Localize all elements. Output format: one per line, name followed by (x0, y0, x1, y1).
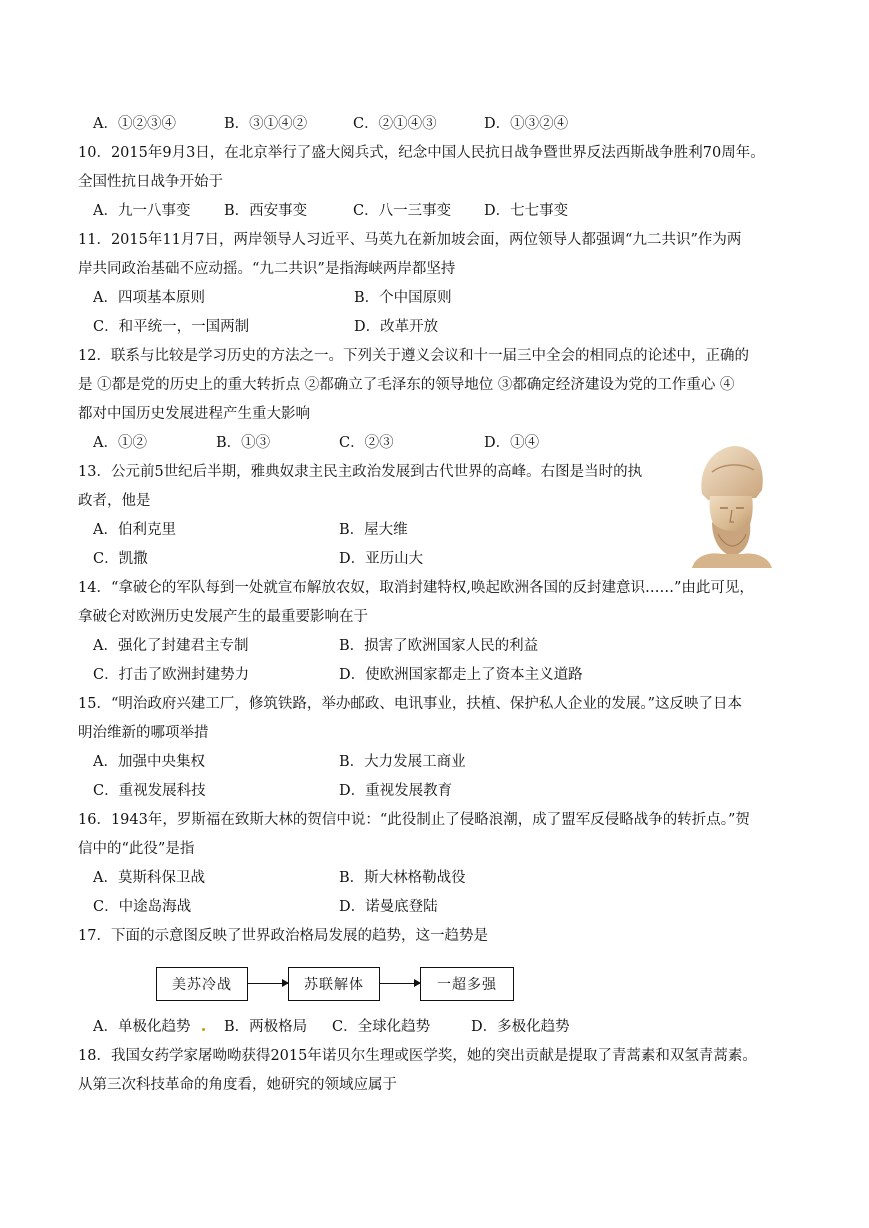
q15-option-a: A．加强中央集权 (93, 754, 205, 770)
q12-option-d: D．①④ (484, 435, 540, 451)
q14-option-a: A．强化了封建君主专制 (93, 638, 249, 654)
diagram-arrow-2 (380, 983, 420, 984)
q17-option-d: D．多极化趋势 (471, 1019, 570, 1035)
q10-stem-line1: 10．2015年9月3日，在北京举行了盛大阅兵式，纪念中国人民抗日战争暨世界反法西斯战争胜利70周年。 (78, 145, 765, 161)
q14-stem-line2: 拿破仑对欧洲历史发展产生的最重要影响在于 (78, 609, 368, 625)
q11-option-b: B．个中国原则 (354, 290, 452, 306)
q10-stem-line2: 全国性抗日战争开始于 (78, 174, 223, 190)
q9-option-a: A．①②③④ (93, 116, 176, 132)
q11-stem-line1: 11．2015年11月7日，两岸领导人习近平、马英九在新加坡会面，两位领导人都强调“九二共识”作为两 (78, 232, 742, 248)
q14-stem-line1: 14．“拿破仑的军队每到一处就宣布解放农奴，取消封建特权,唤起欧洲各国的反封建意识……”由此可见， (78, 580, 754, 596)
political-trend-diagram (156, 967, 516, 1007)
q11-option-a: A．四项基本原则 (93, 290, 205, 306)
q9-option-c: C．②①④③ (353, 116, 437, 132)
q16-option-b: B．斯大林格勒战役 (339, 870, 466, 886)
q16-stem-line1: 16．1943年，罗斯福在致斯大林的贺信中说：“此役制止了侵略浪潮，成了盟军反侵略战争的转折点。”贺 (78, 812, 750, 828)
q16-option-d: D．诺曼底登陆 (339, 899, 438, 915)
pericles-bust-image (682, 442, 777, 568)
q15-stem-line1: 15．“明治政府兴建工厂，修筑铁路，举办邮政、电讯事业，扶植、保护私人企业的发展。”这反映了日本 (78, 696, 743, 712)
q14-option-c: C．打击了欧洲封建势力 (93, 667, 250, 683)
q18-stem-line2: 从第三次科技革命的角度看，她研究的领域应属于 (78, 1077, 397, 1093)
q15-option-d: D．重视发展教育 (339, 783, 453, 799)
q15-option-c: C．重视发展科技 (93, 783, 206, 799)
q11-option-d: D．改革开放 (354, 319, 439, 335)
q15-stem-line2: 明治维新的哪项举措 (78, 725, 209, 741)
diagram-box-ussr-collapse: 苏联解体 (288, 967, 380, 1001)
q12-stem-line2: 是 ①都是党的历史上的重大转折点 ②都确立了毛泽东的领导地位 ③都确定经济建设为党的工作重心 ④ (78, 377, 735, 393)
q13-option-d: D．亚历山大 (339, 551, 424, 567)
q13-option-b: B．屋大维 (339, 522, 408, 538)
q12-option-a: A．①② (93, 435, 147, 451)
q10-option-a: A．九一八事变 (93, 203, 191, 219)
q15-option-b: B．大力发展工商业 (339, 754, 466, 770)
q18-stem-line1: 18．我国女药学家屠呦呦获得2015年诺贝尔生理或医学奖，她的突出贡献是提取了青蒿素和双氢青蒿素。 (78, 1048, 757, 1064)
diagram-box-cold-war: 美苏冷战 (156, 967, 248, 1001)
q12-stem-line3: 都对中国历史发展进程产生重大影响 (78, 406, 310, 422)
q12-option-b: B．①③ (216, 435, 271, 451)
stray-mark (202, 1028, 205, 1031)
q13-option-a: A．伯利克里 (93, 522, 176, 538)
q10-option-d: D．七七事变 (484, 203, 569, 219)
q17-option-b: B．两极格局 (224, 1019, 308, 1035)
q12-option-c: C．②③ (339, 435, 394, 451)
q9-option-b: B．③①④② (224, 116, 308, 132)
q11-option-c: C．和平统一，一国两制 (93, 319, 250, 335)
q9-option-d: D．①③②④ (484, 116, 569, 132)
q13-option-c: C．凯撒 (93, 551, 148, 567)
q16-option-a: A．莫斯科保卫战 (93, 870, 205, 886)
diagram-arrow-1 (248, 983, 288, 984)
q16-stem-line2: 信中的“此役”是指 (78, 841, 195, 857)
q17-option-a: A．单极化趋势 (93, 1019, 191, 1035)
q14-option-d: D．使欧洲国家都走上了资本主义道路 (339, 667, 583, 683)
q11-stem-line2: 岸共同政治基础不应动摇。“九二共识”是指海峡两岸都坚持 (78, 261, 456, 277)
q10-option-c: C．八一三事变 (353, 203, 452, 219)
q13-stem-line2: 政者，他是 (78, 493, 151, 509)
q12-stem-line1: 12．联系与比较是学习历史的方法之一。下列关于遵义会议和十一届三中全会的相同点的论述中，正确的 (78, 348, 749, 364)
q14-option-b: B．损害了欧洲国家人民的利益 (339, 638, 539, 654)
q17-option-c: C．全球化趋势 (332, 1019, 431, 1035)
q16-option-c: C．中途岛海战 (93, 899, 192, 915)
q17-stem-line1: 17．下面的示意图反映了世界政治格局发展的趋势，这一趋势是 (78, 928, 488, 944)
diagram-box-one-superpower: 一超多强 (420, 967, 514, 1001)
q13-stem-line1: 13．公元前5世纪后半期，雅典奴隶主民主政治发展到古代世界的高峰。右图是当时的执 (78, 464, 643, 480)
q10-option-b: B．西安事变 (224, 203, 308, 219)
